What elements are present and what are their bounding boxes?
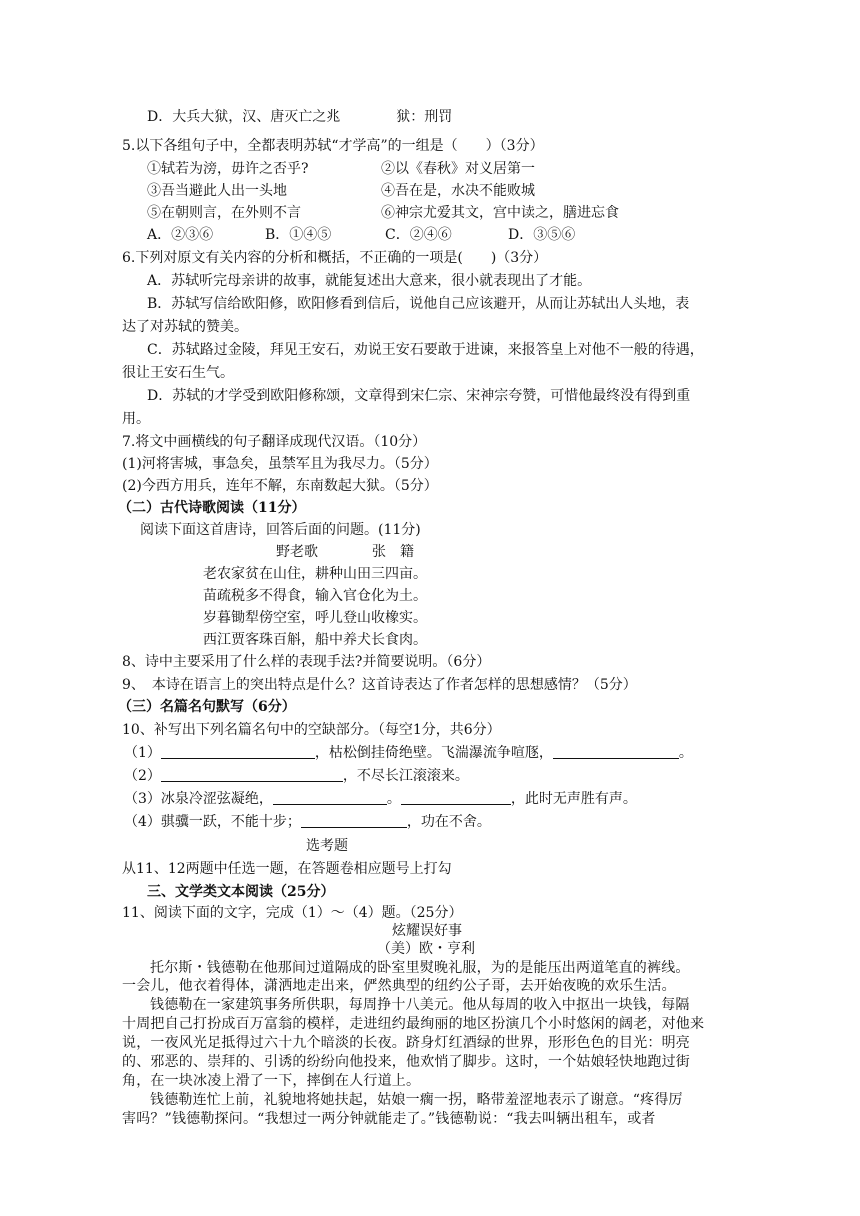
blank-1[interactable] [161, 744, 315, 759]
poem-line-1: 老农家贫在山住，耕种山田三四亩。 [203, 566, 427, 582]
q6-stem: 6.下列对原文有关内容的分析和概括，不正确的一项是( )（3分） [122, 250, 548, 266]
q4-option-d: D．大兵大狱，汉、唐灭亡之兆 狱：刑罚 [147, 109, 453, 125]
q6-option-c-line1: C．苏轼路过金陵，拜见王安石，劝说王安石要敢于进谏，来报答皇上对他不一般的待遇， [147, 342, 704, 358]
q5-stem: 5.以下各组句子中，全都表明苏轼“才学高”的一组是（ ）（3分） [122, 138, 544, 154]
story-paragraph-3-line-1: 钱德勒连忙上前，礼貌地将她扶起，姑娘一瘸一拐，略带羞涩地表示了谢意。“疼得厉 [150, 1092, 683, 1108]
story-paragraph-2-line-4: 的、邪恶的、崇拜的、引诱的纷纷向他投来，他欢悄了脚步。这时，一个姑娘轻快地跑过街 [122, 1054, 690, 1070]
q6-option-b-line2: 达了对苏轼的赞美。 [122, 319, 248, 335]
story-author: （美）欧・亨利 [377, 941, 475, 957]
q5-sentence-3: ③吾当避此人出一头地 [147, 183, 287, 199]
q7-stem: 7.将文中画横线的句子翻译成现代汉语。（10分） [122, 434, 427, 450]
section-poetry-heading: （二）古代诗歌阅读（11分） [118, 500, 306, 516]
q10-line-2: （2） ，不尽长江滚滚来。 [124, 768, 469, 784]
story-paragraph-2-line-1: 钱德勒在一家建筑事务所供职，每周挣十八美元。他从每周的收入中抠出一块钱，每隔 [150, 997, 690, 1013]
q7-sentence-2: (2)今西方用兵，连年不解，东南数起大狱。（5分） [122, 478, 438, 494]
poem-author: 张 籍 [372, 544, 414, 560]
section-dictation-heading: （三）名篇名句默写（6分） [118, 699, 296, 715]
poem-line-2: 苗疏税多不得食，输入官仓化为土。 [203, 588, 427, 604]
q7-sentence-1: (1)河将害城，事急矣，虽禁军且为我尽力。（5分） [122, 456, 438, 472]
q6-option-d-line1: D．苏轼的才学受到欧阳修称颂，文章得到宋仁宗、宋神宗夸赞，可惜他最终没有得到重 [147, 388, 691, 404]
elective-instruction: 从11、12两题中任选一题，在答题卷相应题号上打勾 [122, 861, 452, 877]
q10-line-3: （3）冰泉冷涩弦凝绝， 。 ，此时无声胜有声。 [124, 791, 637, 807]
section-literature-heading: 三、文学类文本阅读（25分） [147, 884, 335, 900]
q10-line-4: （4）骐骥一跃，不能十步； ，功在不舍。 [124, 814, 491, 830]
q5-option-d: D．③⑤⑥ [508, 227, 576, 243]
story-paragraph-1-line-2: 一会儿，他衣着得体，潇洒地走出来，俨然典型的纽约公子哥，去开始夜晚的欢乐生活。 [122, 978, 676, 994]
q10-stem: 10、补写出下列名篇名句中的空缺部分。（每空1分，共6分） [122, 722, 501, 738]
story-paragraph-2-line-2: 十周把自己打扮成百万富翁的模样，走进纽约最绚丽的地区扮演几个小时悠闲的阔老，对他来 [122, 1016, 705, 1032]
q5-option-a: A．②③⑥ [147, 227, 214, 243]
story-paragraph-3-line-2: 害吗？”钱德勒探问。“我想过一两分钟就能走了。”钱德勒说：“我去叫辆出租车，或者 [122, 1111, 656, 1127]
blank-6[interactable] [301, 813, 407, 828]
blank-3[interactable] [161, 767, 343, 782]
poem-line-3: 岁暮锄犁傍空室，呼儿登山收橡实。 [203, 610, 427, 626]
poetry-intro: 阅读下面这首唐诗，回答后面的问题。(11分) [140, 522, 421, 538]
story-paragraph-1-line-1: 托尔斯・钱德勒在他那间过道隔成的卧室里熨晚礼服，为的是能压出两道笔直的裤线。 [150, 960, 690, 976]
q5-sentence-1: ①轼若为滂，毋许之否乎? [147, 161, 309, 177]
q5-sentence-4: ④吾在是，水决不能败城 [381, 183, 535, 199]
story-paragraph-2-line-5: 角，在一块冰凌上滑了一下，摔倒在人行道上。 [122, 1073, 421, 1089]
q5-option-c: C．②④⑥ [385, 227, 452, 243]
q6-option-d-line2: 用。 [122, 411, 150, 427]
blank-2[interactable] [553, 744, 679, 759]
q5-option-b: B．①④⑤ [265, 227, 332, 243]
elective-heading: 选考题 [306, 838, 348, 854]
poem-line-4: 西江贾客珠百斛，船中养犬长食肉。 [203, 632, 427, 648]
q5-sentence-5: ⑤在朝则言，在外则不言 [147, 205, 301, 221]
q6-option-b-line1: B．苏轼写信给欧阳修，欧阳修看到信后，说他自己应该避开，从而让苏轼出人头地，表 [147, 296, 690, 312]
q9-stem: 9、 本诗在语言上的突出特点是什么？这首诗表达了作者怎样的思想感情？（5分） [122, 677, 637, 693]
q5-sentence-2: ②以《春秋》对义居第一 [381, 161, 535, 177]
q10-line-1: （1） ，枯松倒挂倚绝壁。飞湍瀑流争喧豗， 。 [124, 745, 693, 761]
q6-option-c-line2: 很让王安石生气。 [122, 365, 234, 381]
story-title: 炫耀误好事 [392, 923, 462, 939]
q6-option-a: A．苏轼听完母亲讲的故事，就能复述出大意来，很小就表现出了才能。 [147, 273, 592, 289]
poem-title: 野老歌 [276, 544, 318, 560]
q8-stem: 8、诗中主要采用了什么样的表现手法?并简要说明。（6分） [122, 654, 491, 670]
blank-4[interactable] [273, 790, 387, 805]
story-paragraph-2-line-3: 说，一夜风光足抵得过六十九个暗淡的长夜。跻身灯红酒绿的世界，形形色色的目光：明亮 [122, 1035, 690, 1051]
blank-5[interactable] [401, 790, 511, 805]
q5-sentence-6: ⑥神宗尤爱其文，宫中读之，膳进忘食 [381, 205, 619, 221]
q11-stem: 11、阅读下面的文字，完成（1）～（4）题。（25分） [122, 905, 463, 921]
